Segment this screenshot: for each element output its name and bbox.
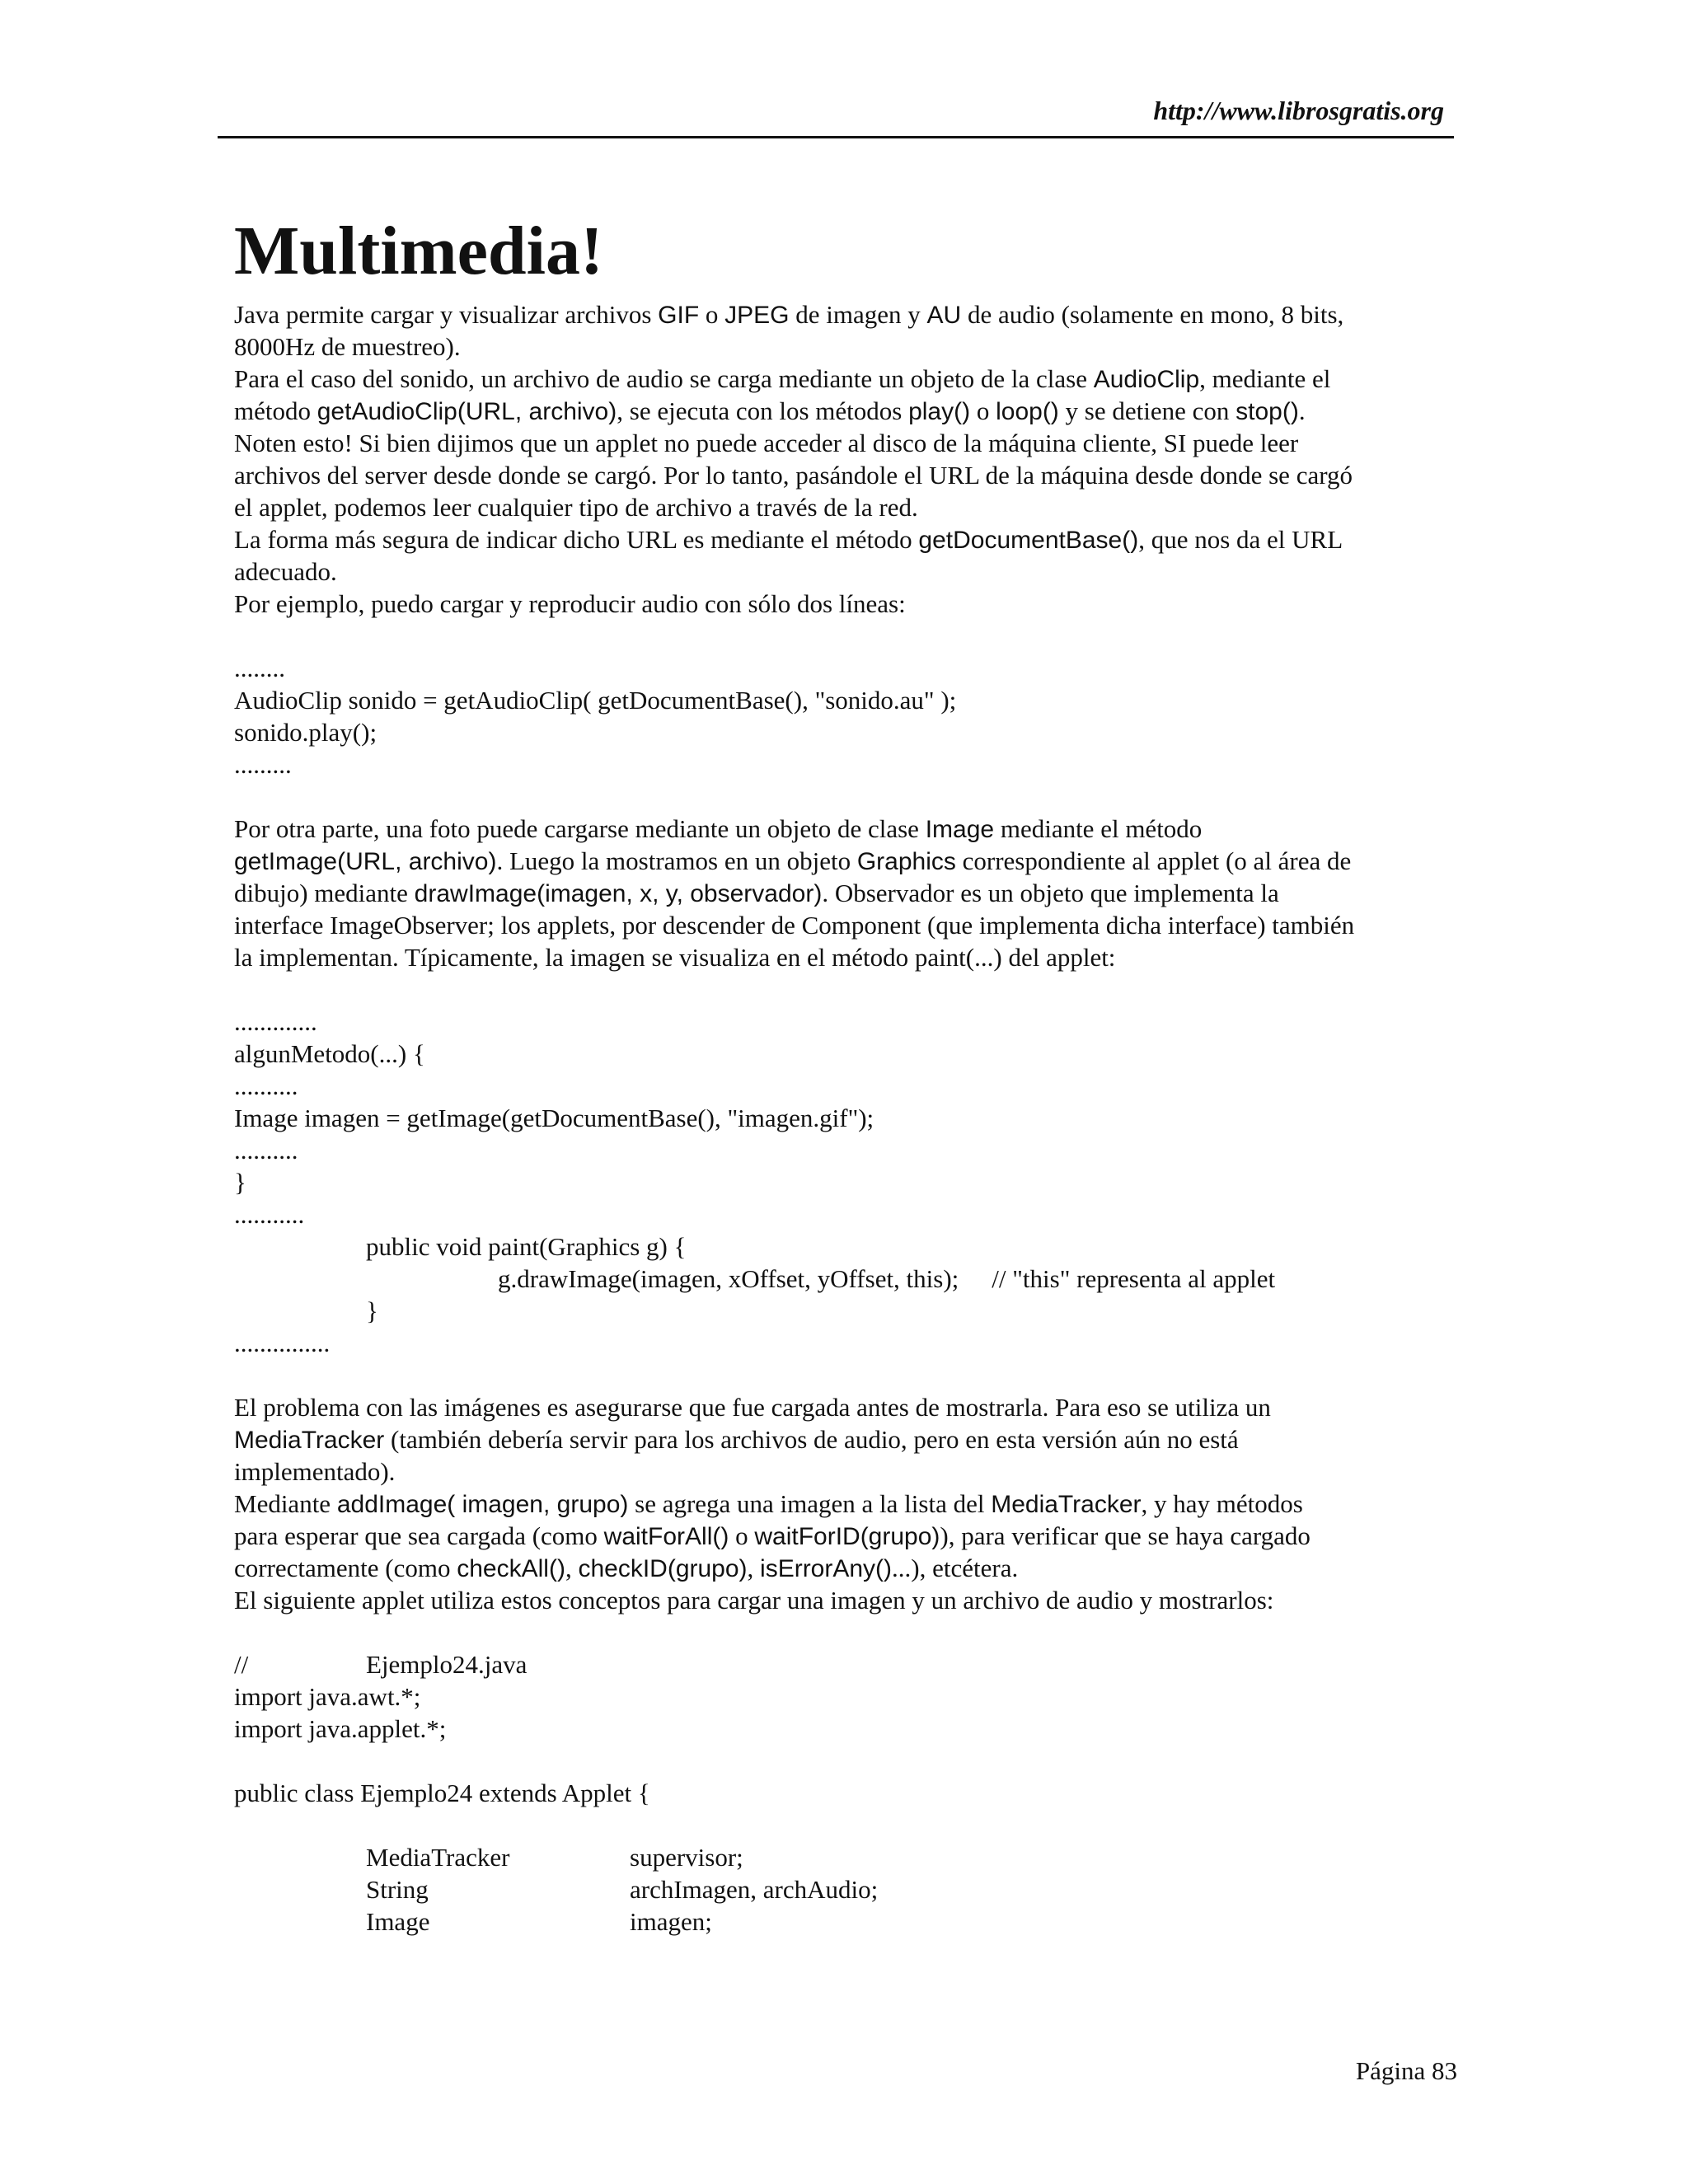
field-names: archImagen, archAudio; (630, 1875, 879, 1904)
code-term: drawImage(imagen, x, y, observador) (414, 880, 823, 907)
code-term: Image (925, 816, 995, 843)
text-run: , (565, 1554, 579, 1582)
spacer (234, 780, 1454, 813)
code-term: addImage( imagen, grupo) (336, 1491, 629, 1518)
text-run: correctamente (como (234, 1554, 457, 1582)
code-term: getImage(URL, archivo) (234, 848, 497, 875)
text-run: , mediante el (1199, 364, 1331, 393)
paragraph-line: 8000Hz de muestreo). (234, 332, 461, 361)
text-run: Por otra parte, una foto puede cargarse mediante un objeto de clase (234, 814, 926, 843)
code-line: ............. (234, 1007, 317, 1036)
text-run: Mediante (234, 1489, 337, 1518)
code-line: .......... (234, 1136, 298, 1165)
text-run: Para el caso del sonido, un archivo de audio se carga mediante un objeto de la clase (234, 364, 1094, 393)
code-term: Graphics (856, 848, 956, 875)
text-run: de audio (solamente en mono, 8 bits, (961, 300, 1344, 329)
text-run: se agrega una imagen a la lista del (628, 1489, 992, 1518)
code-line: Image imagen = getImage(getDocumentBase(), "imagen.gif"); (234, 1104, 874, 1132)
code-line (234, 1648, 1454, 1680)
field-type: Image (366, 1907, 430, 1936)
field-names: supervisor; (630, 1843, 743, 1872)
code-term: isErrorAny() (760, 1555, 893, 1582)
spacer (234, 1616, 1454, 1648)
text-run: ), para verificar que se haya cargado (940, 1521, 1311, 1550)
code-comment: // "this" representa al applet (992, 1264, 1276, 1293)
spacer (234, 973, 1454, 1005)
code-line (234, 1263, 1454, 1295)
code-line: .......... (234, 1071, 298, 1100)
code-line: public class Ejemplo24 extends Applet { (234, 1779, 650, 1807)
code-term: getDocumentBase() (918, 527, 1139, 554)
paragraph-line (234, 1423, 1454, 1455)
code-line (234, 1841, 1454, 1873)
header-url: http://www.librosgratis.org (1153, 96, 1444, 125)
field-type: MediaTracker (366, 1843, 510, 1872)
code-term: MediaTracker (991, 1491, 1142, 1518)
paragraph-line: El problema con las imágenes es asegurarse que fue cargada antes de mostrarla. Para eso se utiliza un (234, 1393, 1271, 1422)
code-line: } (234, 1168, 246, 1197)
code-line: algunMetodo(...) { (234, 1039, 425, 1068)
text-run: y se detiene con (1058, 396, 1236, 425)
text-run: , que nos da el URL (1138, 525, 1343, 554)
spacer (234, 1359, 1454, 1391)
text-run: . Observador es un objeto que implementa la (822, 879, 1279, 907)
code-line: import java.applet.*; (234, 1714, 447, 1743)
code-line: public void paint(Graphics g) { (366, 1232, 687, 1261)
text-run: . Luego la mostramos en un objeto (496, 846, 857, 875)
text-run: . (1298, 396, 1306, 425)
paragraph-line: El siguiente applet utiliza estos conceptos para cargar una imagen y un archivo de audio y mostrarlos: (234, 1586, 1274, 1615)
code-line: ........... (234, 1200, 305, 1229)
code-line: } (366, 1296, 378, 1325)
text-run: o (729, 1521, 755, 1550)
paragraph-line (234, 395, 1454, 427)
text-run: mediante el método (994, 814, 1203, 843)
code-comment-mark: // (234, 1650, 249, 1679)
paragraph-line: adecuado. (234, 557, 337, 586)
code-line: AudioClip sonido = getAudioClip( getDocumentBase(), "sonido.au" ); (234, 686, 957, 715)
text-run: o (970, 396, 996, 425)
paragraph-line (234, 363, 1454, 395)
header-rule (218, 136, 1454, 138)
text-run: dibujo) mediante (234, 879, 415, 907)
code-statement: g.drawImage(imagen, xOffset, yOffset, this); (498, 1264, 959, 1293)
code-term: JPEG (724, 302, 790, 329)
text-run: , se ejecuta con los métodos (617, 396, 909, 425)
text-run: para esperar que sea cargada (como (234, 1521, 604, 1550)
text-run: (también debería servir para los archivos de audio, pero en esta versión aún no está (384, 1425, 1239, 1454)
paragraph-line (234, 1520, 1454, 1552)
spacer (234, 1745, 1454, 1777)
paragraph-line (234, 298, 1454, 330)
paragraph-line (234, 813, 1454, 845)
code-filename: Ejemplo24.java (366, 1650, 528, 1679)
text-run: o (699, 300, 725, 329)
code-term: getAudioClip(URL, archivo) (316, 398, 617, 425)
code-term: GIF (658, 302, 700, 329)
code-term: waitForID(grupo) (754, 1523, 940, 1550)
code-term: checkAll() (457, 1555, 565, 1582)
spacer (234, 1809, 1454, 1841)
text-run: Java permite cargar y visualizar archivos (234, 300, 659, 329)
paragraph-line (234, 877, 1454, 909)
code-term: play() (908, 398, 971, 425)
paragraph-line: el applet, podemos leer cualquier tipo de archivo a través de la red. (234, 493, 918, 522)
field-names: imagen; (630, 1907, 712, 1936)
text-run: ...), etcétera. (892, 1554, 1019, 1582)
page-number: Página 83 (1355, 2056, 1457, 2085)
paragraph-line: Noten esto! Si bien dijimos que un applet no puede acceder al disco de la máquina cliente, SI puede leer (234, 429, 1299, 457)
code-line: ........ (234, 654, 285, 682)
code-term: checkID(grupo) (578, 1555, 748, 1582)
field-type: String (366, 1875, 429, 1904)
paragraph-line: la implementan. Típicamente, la imagen se visualiza en el método paint(...) del applet: (234, 943, 1116, 972)
spacer (234, 620, 1454, 652)
paragraph-line (234, 845, 1454, 877)
paragraph-line: Por ejemplo, puedo cargar y reproducir audio con sólo dos líneas: (234, 589, 906, 618)
text-run: método (234, 396, 317, 425)
code-line (234, 1905, 1454, 1938)
text-run: , y hay métodos (1141, 1489, 1303, 1518)
text-run: , (747, 1554, 761, 1582)
code-term: loop() (996, 398, 1059, 425)
paragraph-line: implementado). (234, 1457, 396, 1486)
text-run: correspondiente al applet (o al área de (955, 846, 1352, 875)
code-term: MediaTracker (234, 1427, 385, 1454)
code-term: waitForAll() (603, 1523, 729, 1550)
paragraph-line (234, 1552, 1454, 1584)
paragraph-line: interface ImageObserver; los applets, por descender de Component (que implementa dicha interface) también (234, 911, 1355, 940)
code-line: sonido.play(); (234, 718, 377, 747)
text-run: de imagen y (789, 300, 927, 329)
page-title: Multimedia! (234, 213, 603, 289)
code-line: import java.awt.*; (234, 1682, 421, 1711)
document-body (234, 298, 1454, 1938)
code-line (234, 1873, 1454, 1905)
code-line: ............... (234, 1329, 331, 1357)
text-run: La forma más segura de indicar dicho URL es mediante el método (234, 525, 919, 554)
paragraph-line (234, 523, 1454, 555)
paragraph-line: archivos del server desde donde se cargó. Por lo tanto, pasándole el URL de la máquina desde donde se cargó (234, 461, 1353, 490)
code-line: ......... (234, 750, 292, 779)
code-term: stop() (1236, 398, 1299, 425)
code-term: AudioClip (1093, 366, 1200, 393)
code-term: AU (926, 302, 962, 329)
paragraph-line (234, 1488, 1454, 1520)
